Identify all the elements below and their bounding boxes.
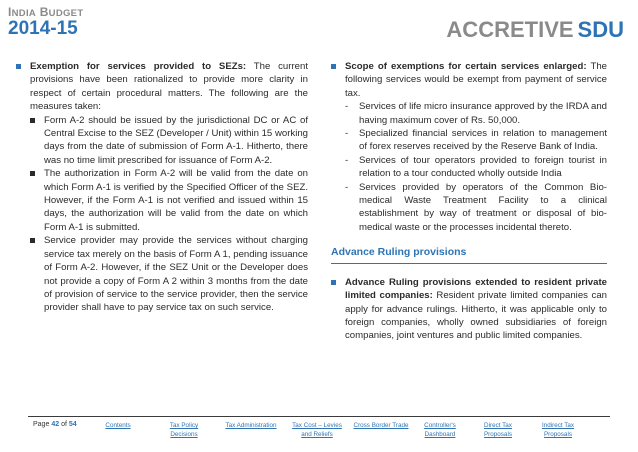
nav-link-tax-administration[interactable]: Tax Administration	[225, 422, 277, 429]
sub-bullet-item: Service provider may provide the services without charging service tax merely on the basis of Form A 1, pending issuance of Form A-2. However, if the SEZ Unit or the Developer does not provide a copy of Form A 2 within 3 months from the date of provision of service to the service provider, then the service provider shall have to pay service tax on such service.	[30, 234, 308, 314]
company-main: ACCRETIVE	[446, 17, 574, 42]
nav-link-cross-border-trade[interactable]: Cross Border Trade	[353, 422, 409, 429]
dash-item: - Specialized financial services in relation to management of forex reserves received by the Reserve Bank of India.	[345, 128, 607, 153]
nav-link-direct-tax[interactable]: Direct Tax Proposals	[483, 422, 512, 438]
bullet-title: Advance Ruling provisions extended to resident private limited companies:	[345, 276, 607, 302]
nav-link-controllers-dashboard[interactable]: Controller's Dashboard	[424, 422, 456, 438]
nav-link-indirect-tax[interactable]: Indirect Tax Proposals	[541, 422, 575, 438]
current-page: 42	[51, 421, 60, 428]
dash-item: - Services provided by operators of the Common Bio-medical Waste Treatment Facility to a clinical establishment by way of treatment or disposal of bio-medical waste or the processes incidental thereto.	[345, 181, 607, 233]
budget-year: 2014-15	[8, 18, 78, 39]
company-accent: SDU	[577, 17, 624, 42]
header-brand	[8, 5, 83, 40]
left-column	[16, 60, 308, 315]
bullet-text: Resident private limited companies can apply for advance rulings. Hitherto, it was applicable only to foreign companies, wholly owned subsidiaries of foreign companies, joint ventures and public limited companies.	[345, 290, 607, 342]
bullet-text: The following services would be exempt from payment of service tax.	[345, 61, 607, 99]
dash-item: - Services of tour operators provided to foreign tourist in relation to a tour conducted wholly outside India	[345, 154, 607, 180]
square-bullet-icon	[331, 64, 336, 69]
bullet-sez-exemption	[16, 60, 308, 315]
square-bullet-icon	[16, 64, 21, 69]
sub-bullet-item: Form A-2 should be issued by the jurisdictional DC or AC of Central Excise to the SEZ (Developer / Unit) within 15 working days from the date of submission of Form A-1. Hitherto, there was no time limit prescribed for issuance of Form A-2.	[30, 114, 308, 168]
sub-bullet-list	[30, 114, 308, 315]
total-pages: 54	[68, 421, 77, 428]
right-column	[331, 60, 607, 343]
bullet-title: Exemption for services provided to SEZs:	[30, 61, 247, 72]
nav-link-tax-policy[interactable]: Tax Policy Decisions	[169, 422, 199, 438]
section-heading-advance-ruling: Advance Ruling provisions	[331, 246, 607, 263]
dash-item: - Services of life micro insurance approved by the IRDA and having maximum cover of Rs. 50,000.	[345, 101, 607, 126]
square-bullet-icon	[331, 280, 336, 285]
footer-nav-bar	[28, 416, 610, 439]
india-budget-label: INDIA BUDGET	[8, 5, 84, 19]
company-logo-text	[446, 17, 624, 43]
square-bullet-icon	[30, 171, 35, 176]
sub-bullet-item: The authorization in Form A-2 will be valid from the date on which Form A-1 is verified by the Specified Officer of the SEZ. However, if the Form A-1 is not verified and issued within 15 days, the authorization will be valid from the date on which Form A-1 is submitted.	[30, 167, 308, 234]
nav-link-contents[interactable]: Contents	[105, 422, 131, 429]
bullet-text: The current provisions have been rationalized to provide more clarity in respect of certain procedural matters. The following are the measures taken:	[30, 61, 308, 113]
bullet-scope-exemptions	[331, 60, 607, 100]
dash-list	[331, 100, 607, 234]
square-bullet-icon	[30, 238, 35, 243]
page-indicator: Page 42 of 54	[33, 421, 77, 428]
nav-link-tax-cost[interactable]: Tax Cost – Levies and Reliefs	[292, 422, 342, 438]
bullet-title: Scope of exemptions for certain services enlarged:	[345, 61, 587, 72]
square-bullet-icon	[30, 118, 35, 123]
bullet-advance-ruling	[331, 276, 607, 343]
